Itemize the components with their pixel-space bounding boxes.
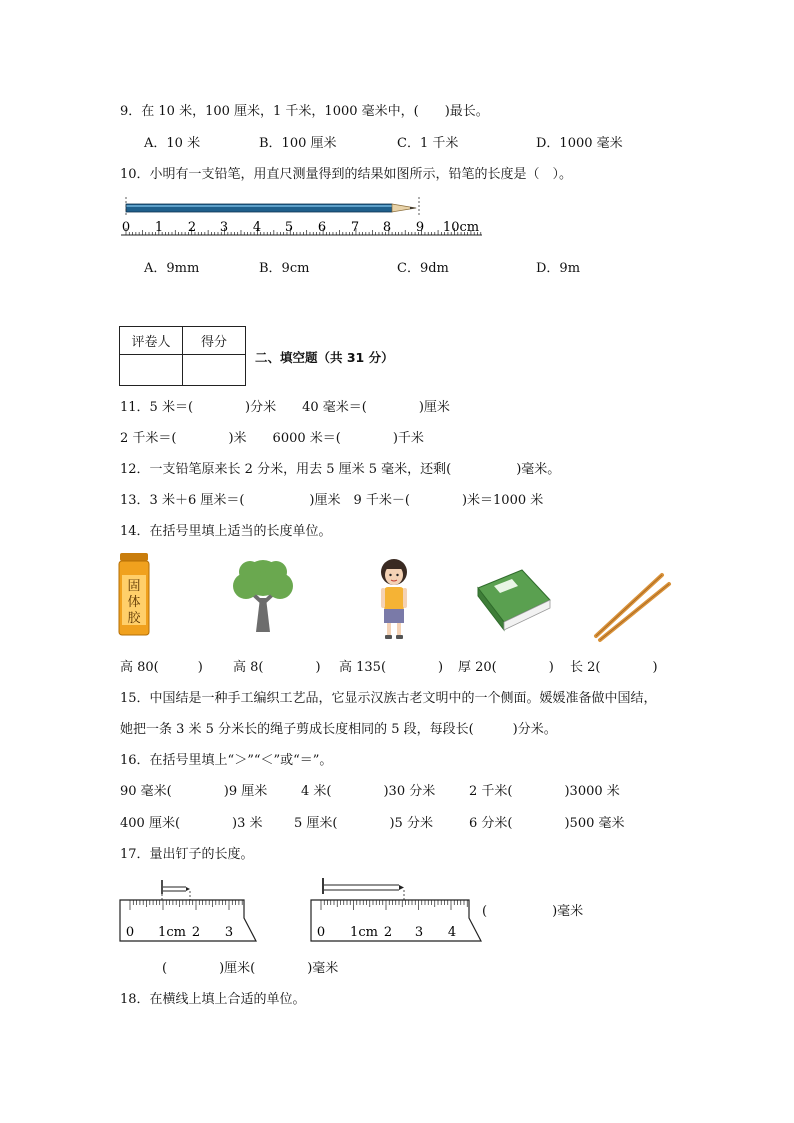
q16-item-3: 2 千米( )3000 米 xyxy=(469,784,620,799)
q14-answer-glue: 高 80( ) xyxy=(120,660,203,675)
q16-item-1: 90 毫米( )9 厘米 xyxy=(120,784,268,799)
girl-image xyxy=(376,558,412,642)
nail-ruler-1 xyxy=(118,874,263,946)
score-cell[interactable] xyxy=(183,355,246,386)
svg-text:4: 4 xyxy=(447,925,457,940)
svg-text:1cm: 1cm xyxy=(350,925,378,940)
svg-text:2: 2 xyxy=(191,925,201,940)
svg-text:体: 体 xyxy=(127,595,141,610)
q16-stem: 16．在括号里填上“＞”“＜”或“＝”。 xyxy=(120,753,333,768)
q13-text: 13．3 米＋6 厘米＝( )厘米 9 千米－( )米＝1000 米 xyxy=(120,493,544,508)
q18-stem: 18．在横线上填上合适的单位。 xyxy=(120,992,306,1007)
ruler-label-5: 5 xyxy=(284,220,294,235)
ruler-label-4: 4 xyxy=(252,220,262,235)
q15-line2: 她把一条 3 米 5 分米长的绳子剪成长度相同的 5 段，每段长( )分米。 xyxy=(120,722,557,737)
ruler-label-0: 0 xyxy=(121,220,131,235)
q14-answer-tree: 高 8( ) xyxy=(233,660,321,675)
grader-header: 评卷人 xyxy=(120,327,183,355)
score-table xyxy=(119,326,246,386)
ruler-label-9: 9 xyxy=(415,220,425,235)
q17-answer-left: ( )厘米( )毫米 xyxy=(162,961,339,976)
ruler-label-6: 6 xyxy=(317,220,327,235)
grader-cell[interactable] xyxy=(120,355,183,386)
book-image xyxy=(474,566,554,632)
q10-stem: 10．小明有一支铅笔，用直尺测量得到的结果如图所示，铅笔的长度是（ ）。 xyxy=(120,167,573,182)
svg-text:0: 0 xyxy=(316,925,326,940)
q17-answer-right: ( )毫米 xyxy=(482,904,584,919)
q9-option-c: C．1 千米 xyxy=(397,136,459,151)
svg-text:胶: 胶 xyxy=(127,611,141,626)
score-header: 得分 xyxy=(183,327,246,355)
svg-text:1cm: 1cm xyxy=(158,925,186,940)
q10-option-a: A．9mm xyxy=(144,261,200,276)
svg-text:3: 3 xyxy=(414,925,424,940)
svg-text:固: 固 xyxy=(127,579,141,594)
ruler-label-8: 8 xyxy=(382,220,392,235)
tree-image xyxy=(228,556,298,636)
ruler-label-10cm: 10cm xyxy=(442,220,480,235)
q14-stem: 14．在括号里填上适当的长度单位。 xyxy=(120,524,332,539)
nail-ruler-2 xyxy=(309,874,489,946)
svg-text:0: 0 xyxy=(125,925,135,940)
q11-line2: 2 千米＝( )米 6000 米＝( )千米 xyxy=(120,431,424,446)
svg-text:3: 3 xyxy=(224,925,234,940)
q16-item-6: 6 分米( )500 毫米 xyxy=(469,816,625,831)
q16-item-2: 4 米( )30 分米 xyxy=(301,784,436,799)
q17-stem: 17．量出钉子的长度。 xyxy=(120,847,254,862)
q9-option-b: B．100 厘米 xyxy=(259,136,337,151)
q14-answer-book: 厚 20( ) xyxy=(458,660,554,675)
glue-stick-image xyxy=(118,553,150,637)
q14-answer-girl: 高 135( ) xyxy=(339,660,444,675)
q9-option-d: D．1000 毫米 xyxy=(536,136,623,151)
chopsticks-image xyxy=(590,572,672,644)
q10-option-c: C．9dm xyxy=(397,261,449,276)
q12-text: 12．一支铅笔原来长 2 分米，用去 5 厘米 5 毫米，还剩( )毫米。 xyxy=(120,462,561,477)
ruler-label-3: 3 xyxy=(219,220,229,235)
ruler-label-7: 7 xyxy=(350,220,360,235)
q14-answer-chopsticks: 长 2( ) xyxy=(570,660,658,675)
q9-stem: 9．在 10 米，100 厘米，1 千米，1000 毫米中，( )最长。 xyxy=(120,104,489,119)
q11-line1: 11．5 米＝( )分米 40 毫米＝( )厘米 xyxy=(120,400,450,415)
q9-option-a: A．10 米 xyxy=(144,136,201,151)
ruler-label-1: 1 xyxy=(154,220,164,235)
q16-item-5: 5 厘米( )5 分米 xyxy=(294,816,433,831)
ruler-ticks xyxy=(126,228,481,235)
q10-option-b: B．9cm xyxy=(259,261,310,276)
q15-line1: 15．中国结是一种手工编织工艺品，它显示汉族古老文明中的一个侧面。媛媛准备做中国结， xyxy=(120,691,657,706)
q16-item-4: 400 厘米( )3 米 xyxy=(120,816,263,831)
section-title: 二、填空题（共 31 分） xyxy=(255,350,394,365)
pencil-ruler-figure xyxy=(118,195,488,247)
q10-option-d: D．9m xyxy=(536,261,581,276)
svg-text:2: 2 xyxy=(383,925,393,940)
ruler-label-2: 2 xyxy=(187,220,197,235)
